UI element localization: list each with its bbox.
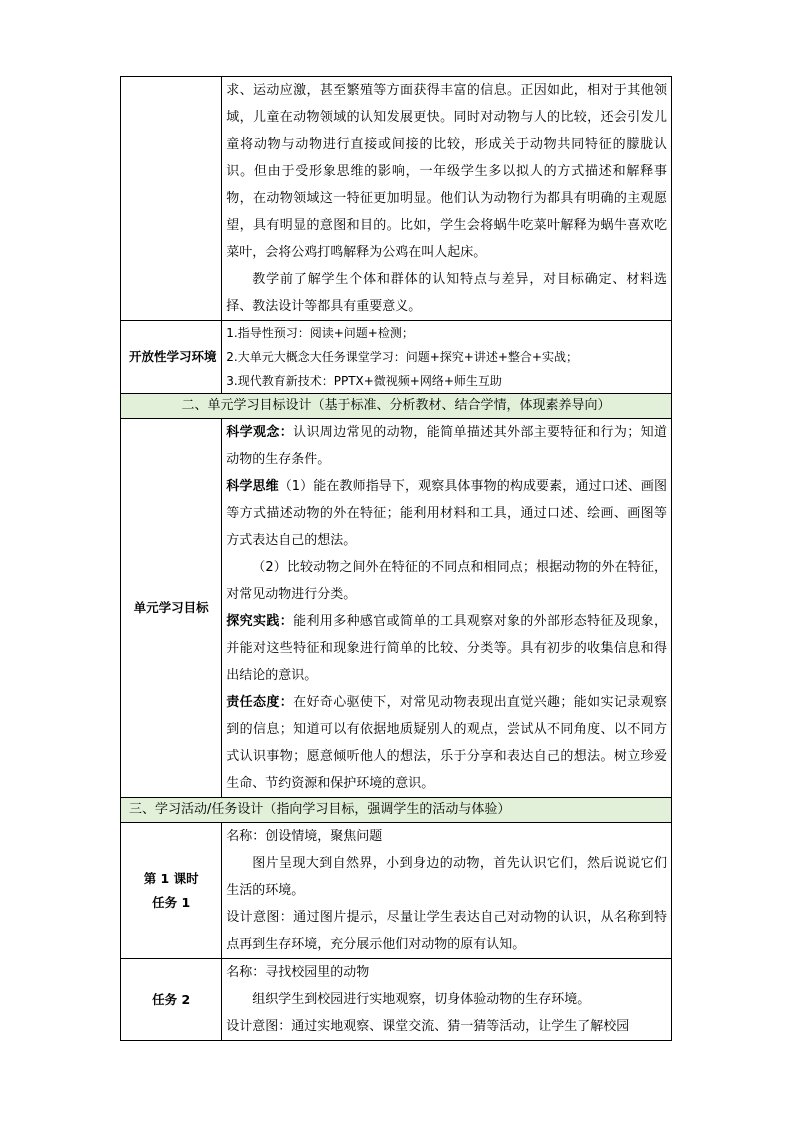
environment-item: 2.大单元大概念大任务课堂学习：问题+探究+讲述+整合+实战； (226, 350, 578, 364)
goal-attitude (226, 689, 667, 797)
goal-heading: 探究实践： (226, 614, 294, 629)
section-2-title: 二、单元学习目标设计（基于标准、分析教材、结合学情，体现素养导向） (121, 394, 672, 419)
goal-science-concept (226, 419, 667, 473)
goal-inquiry (226, 608, 667, 689)
task-body: 组织学生到校园进行实地观察，切身体验动物的生存环境。 (252, 992, 591, 1007)
goal-text: 认识周边常见的动物，能简单描述其外部主要特征和行为；知道动物的生存条件。 (226, 425, 667, 467)
learner-analysis-paragraph: 教学前了解学生个体和群体的认知特点与差异，对目标确定、材料选择、教法设计等都具有重要意义。 (226, 272, 667, 314)
goal-science-thinking-2: （2）比较动物之间外在特征的不同点和相同点；根据动物的外在特征，对常见动物进行分类。 (226, 560, 667, 602)
task-body: 图片呈现大到自然界，小到身边的动物，首先认识它们，然后说说它们生活的环境。 (226, 856, 667, 898)
goal-heading: 科学思维 (226, 479, 279, 494)
task-2-row (121, 959, 672, 1041)
task-2-cell (222, 959, 672, 1041)
goal-text: 能利用多种感官或简单的工具观察对象的外部形态特征及现象，并能对这些特征和现象进行简单的比较、分类等。具有初步的收集信息和得出结论的意识。 (226, 614, 667, 683)
task-1-label (121, 823, 222, 959)
learning-environment-label: 开放性学习环境 (121, 321, 222, 394)
task-intent: 设计意图：通过图片提示，尽量让学生表达自己对动物的认识，从名称到特点再到生存环境，充分展示他们对动物的原有认知。 (226, 910, 667, 952)
task-1-cell (222, 823, 672, 959)
section-3-header-row (121, 798, 672, 823)
empty-label-cell (121, 77, 222, 321)
learner-analysis-row (121, 77, 672, 321)
task-name: 名称：寻找校园里的动物 (226, 965, 370, 980)
section-3-title: 三、学习活动/任务设计（指向学习目标，强调学生的活动与体验） (121, 798, 672, 823)
goal-text: 在好奇心驱使下，对常见动物表现出直觉兴趣；能如实记录观察到的信息；知道可以有依据地质疑别人的观点，尝试从不同角度、以不同方式认识事物；愿意倾听他人的想法，乐于分享和表达自己的想法。树立珍爱生命、节约资源和保护环境的意识。 (226, 695, 667, 791)
unit-goals-label: 单元学习目标 (121, 419, 222, 798)
learning-environment-cell (222, 321, 672, 394)
lesson-plan-table (120, 76, 672, 1041)
learner-analysis-paragraph: 求、运动应激，甚至繁殖等方面获得丰富的信息。正因如此，相对于其他领域，儿童在动物领域的认知发展更快。同时对动物与人的比较，还会引发儿童将动物与动物进行直接或间接的比较，形成关于动物共同特征的朦胧认识。但由于受形象思维的影响，一年级学生多以拟人的方式描述和解释事物，在动物领域这一特征更加明显。他们认为动物行为都具有明确的主观愿望，具有明显的意图和目的。比如，学生会将蜗牛吃菜叶解释为蜗牛喜欢吃菜叶，会将公鸡打鸣解释为公鸡在叫人起床。 (226, 83, 667, 260)
task-number: 任务 1 (152, 894, 191, 910)
task-1-row (121, 823, 672, 959)
task-name: 名称：创设情境，聚焦问题 (226, 829, 383, 844)
goal-heading: 责任态度： (226, 695, 294, 710)
task-intent: 设计意图：通过实地观察、课堂交流、猜一猜等活动，让学生了解校园 (226, 1019, 630, 1034)
learning-environment-row (121, 321, 672, 394)
environment-item: 3.现代教育新技术：PPTX+微视频+网络+师生互助 (226, 374, 502, 388)
lesson-number: 第 1 课时 (143, 870, 199, 886)
goal-science-thinking (226, 473, 667, 554)
section-2-header-row (121, 394, 672, 419)
environment-item: 1.指导性预习：阅读+问题+检测； (226, 326, 414, 340)
unit-goals-row (121, 419, 672, 798)
task-2-label: 任务 2 (121, 959, 222, 1041)
goal-text: （1）能在教师指导下，观察具体事物的构成要素，通过口述、画图等方式描述动物的外在特征；能利用材料和工具，通过口述、绘画、画图等方式表达自己的想法。 (226, 479, 667, 548)
learner-analysis-cell (222, 77, 672, 321)
goal-heading: 科学观念： (226, 425, 294, 440)
unit-goals-cell (222, 419, 672, 798)
